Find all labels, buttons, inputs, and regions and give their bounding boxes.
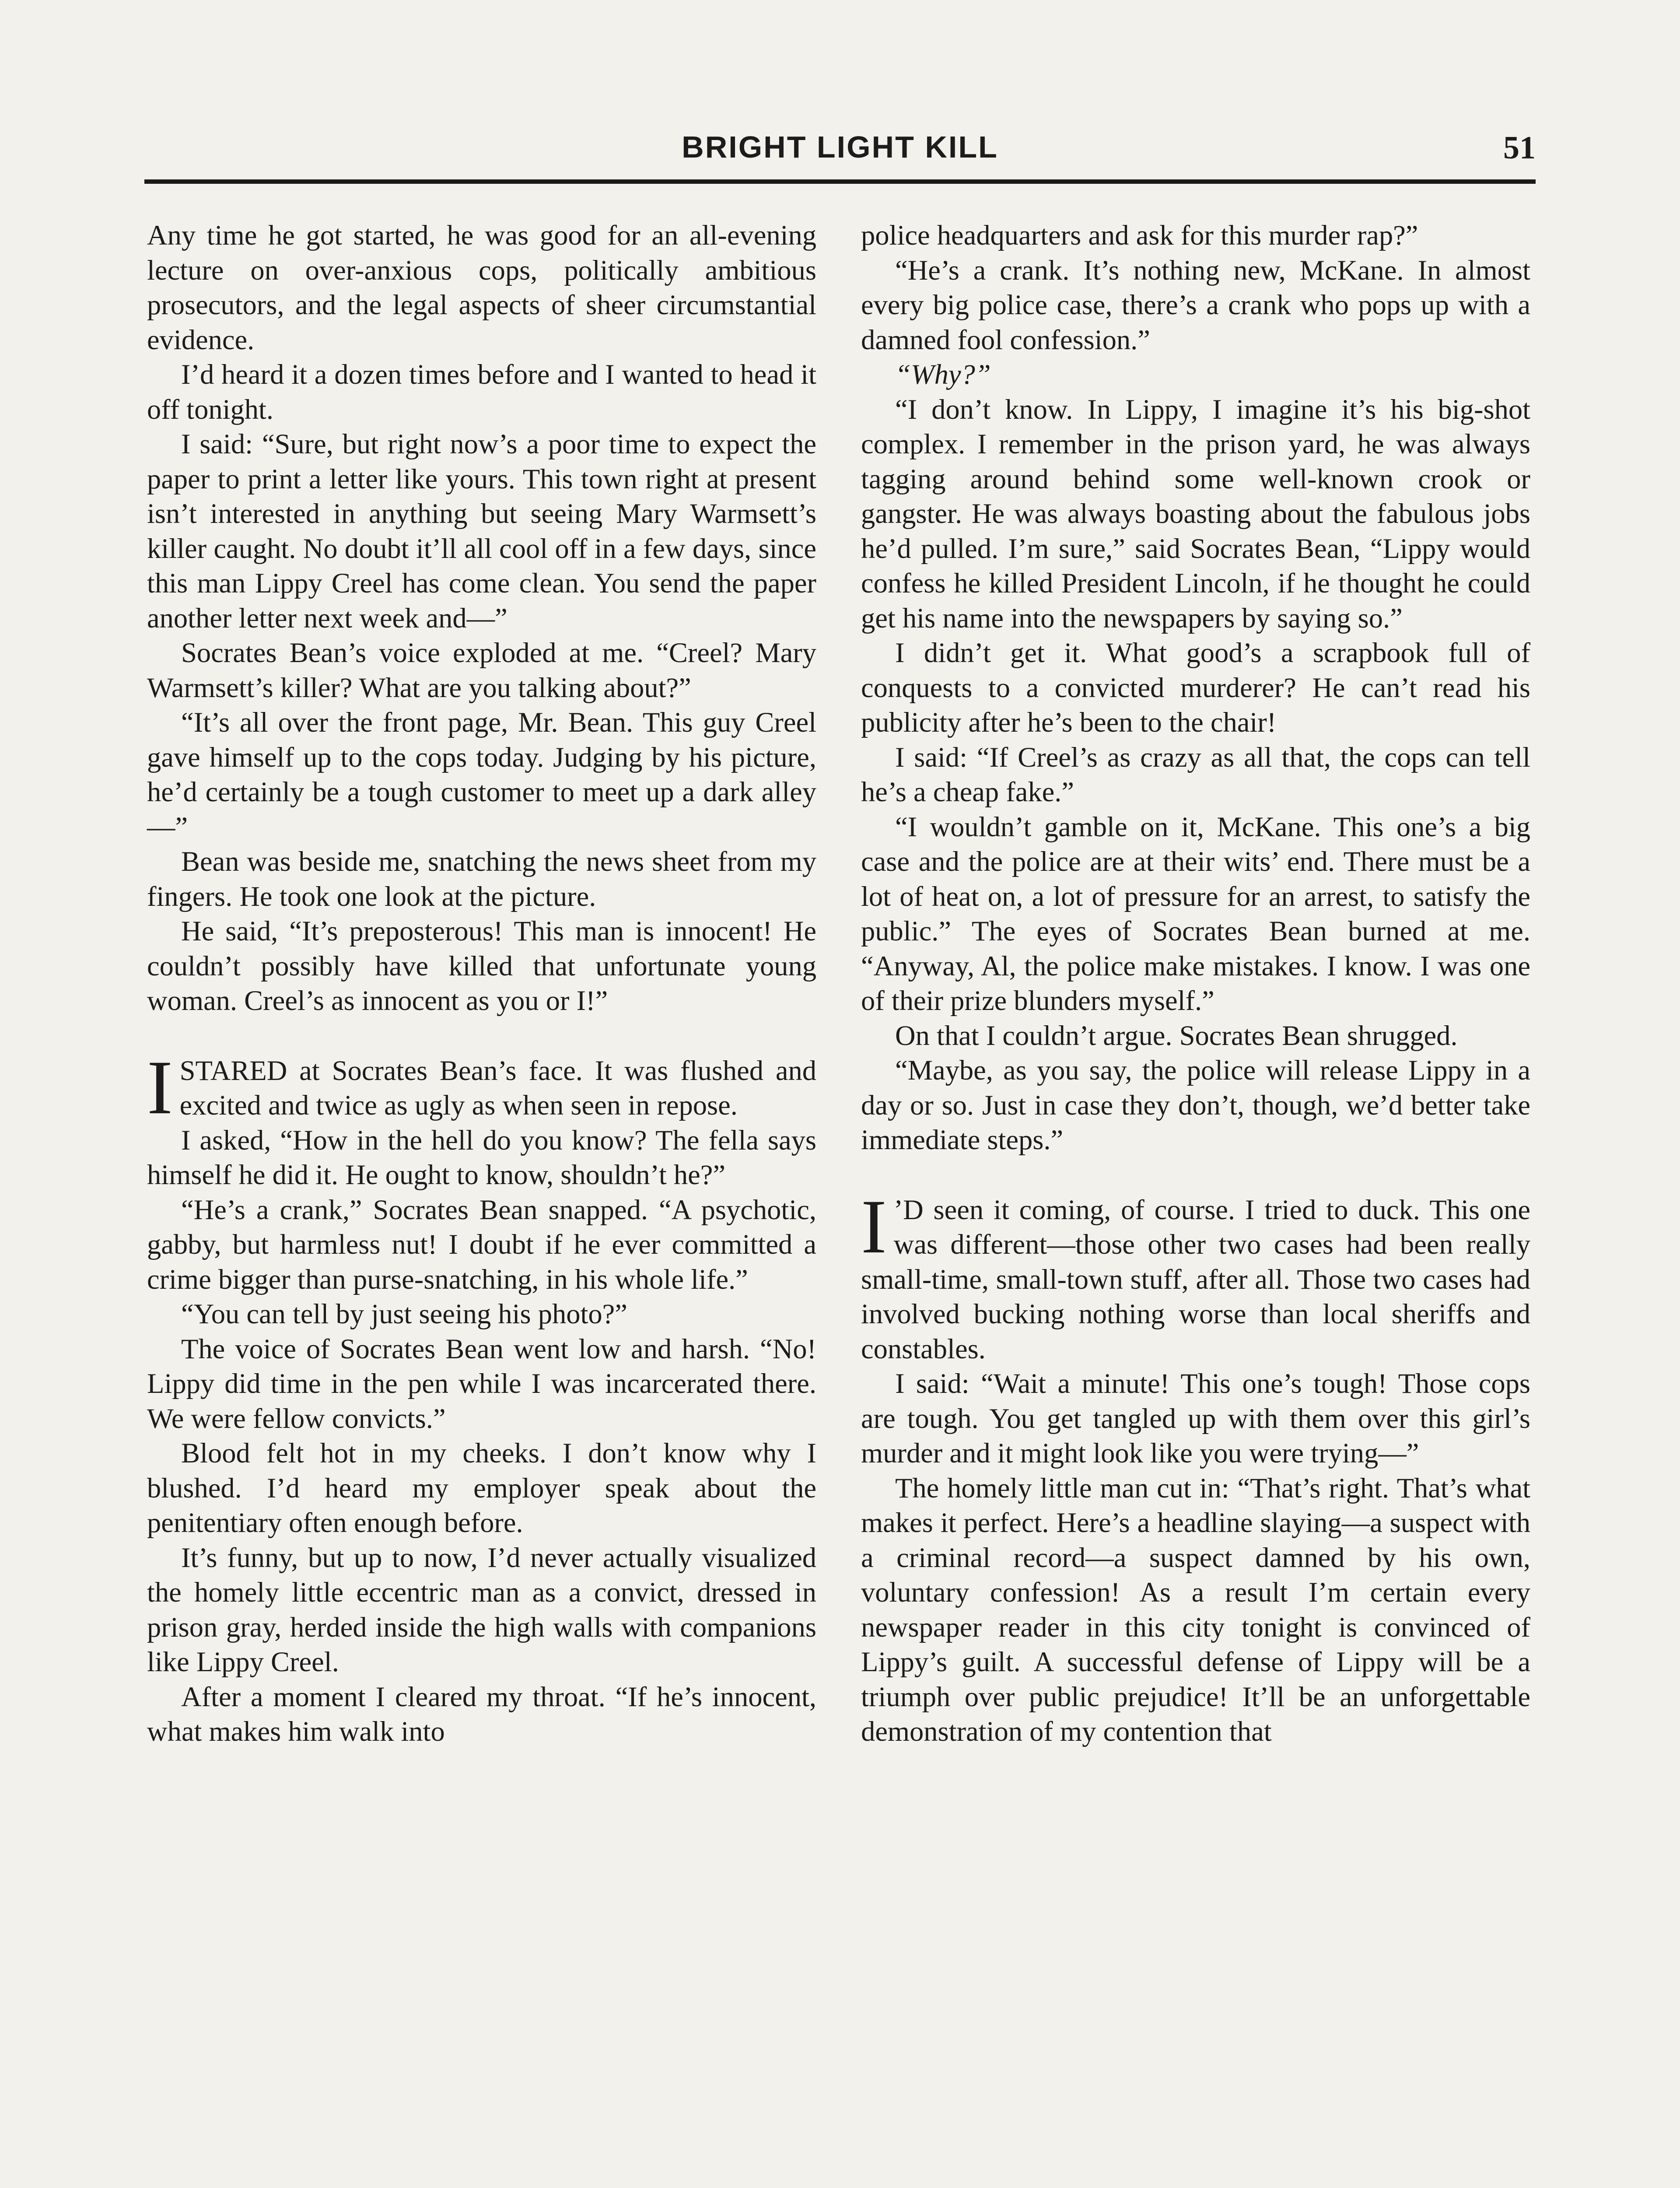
paragraph: It’s funny, but up to now, I’d never actually visualized the homely little eccentric man as a convict, dressed in prison gray, herded inside the high walls with companions like Lippy Creel. xyxy=(147,1542,816,1677)
paragraph: Any time he got started, he was good for an all-evening lecture on over-anxious cops, politically ambitious prosecutors, and the legal aspects of sheer circumstantial evidence. xyxy=(147,220,816,355)
paragraph: I’d heard it a dozen times before and I wanted to head it off tonight. xyxy=(147,359,816,425)
paragraph: police headquarters and ask for this murder rap?” xyxy=(861,220,1418,251)
running-header xyxy=(144,127,1536,179)
right-column xyxy=(861,218,1530,1749)
drop-cap: I xyxy=(147,1045,173,1130)
paragraph: The voice of Socrates Bean went low and harsh. “No! Lippy did time in the pen while I was incarcerated there. We were fellow convicts.” xyxy=(147,1333,816,1434)
left-column xyxy=(147,218,816,1749)
paragraph: “Why?” xyxy=(895,359,991,390)
paragraph: “I don’t know. In Lippy, I imagine it’s his big-shot complex. I remember in the prison yard, he was always tagging around behind some well-known crook or gangster. He was always boasting about the fabulous jobs he’d pulled. I’m sure,” said Socrates Bean, “Lippy would confess he killed President Lincoln, if he thought he could get his name into the newspapers by saying so.” xyxy=(861,393,1530,634)
paragraph: I asked, “How in the hell do you know? The fella says himself he did it. He ought to know, shouldn’t he?” xyxy=(147,1124,816,1190)
paragraph: “I wouldn’t gamble on it, McKane. This one’s a big case and the police are at their wits’ end. There must be a lot of heat on, a lot of pressure for an arrest, to satisfy the public.” The eyes of Socrates Bean burned at me. “Anyway, Al, the police make mistakes. I know. I was one of their prize blunders myself.” xyxy=(861,811,1530,1016)
header-rule xyxy=(144,179,1536,184)
section-text: at Socrates Bean’s face. It was flushed and excited and twice as ugly as when seen in repose. xyxy=(179,1055,816,1121)
drop-cap: I xyxy=(861,1184,887,1269)
page-number: 51 xyxy=(1503,130,1536,166)
paragraph: “He’s a crank,” Socrates Bean snapped. “A psychotic, gabby, but harmless nut! I doubt if he ever committed a crime bigger than purse-snatching, in his whole life.” xyxy=(147,1194,816,1295)
paragraph: Socrates Bean’s voice exploded at me. “Creel? Mary Warmsett’s killer? What are you talking about?” xyxy=(147,637,816,703)
paragraph: “You can tell by just seeing his photo?” xyxy=(181,1298,627,1329)
paragraph: I said: “If Creel’s as crazy as all that, the cops can tell he’s a cheap fake.” xyxy=(861,741,1530,807)
paragraph: I said: “Wait a minute! This one’s tough! Those cops are tough. You get tangled up with them over this girl’s murder and it might look like you were trying—” xyxy=(861,1368,1530,1469)
paragraph: After a moment I cleared my throat. “If he’s innocent, what makes him walk into xyxy=(147,1681,816,1747)
section-opening-paragraph xyxy=(147,1045,816,1130)
section-opening-paragraph xyxy=(861,1184,1530,1367)
section-text: ’D seen it coming, of course. I tried to duck. This one was different—those other two cases had been really small-time, small-town stuff, after all. Those two cases had involved bucking nothing worse than local sheriffs and constables. xyxy=(861,1194,1530,1364)
paragraph: Blood felt hot in my cheeks. I don’t know why I blushed. I’d heard my employer speak about the penitentiary often enough before. xyxy=(147,1438,816,1538)
paragraph: “It’s all over the front page, Mr. Bean. This guy Creel gave himself up to the cops today. Judging by his picture, he’d certainly be a tough customer to meet up a dark alley—” xyxy=(147,707,816,842)
paragraph: On that I couldn’t argue. Socrates Bean shrugged. xyxy=(895,1020,1458,1051)
paragraph: I said: “Sure, but right now’s a poor time to expect the paper to print a letter like yours. This town right at present isn’t interested in anything but seeing Mary Warmsett’s killer caught. No doubt it’ll all cool off in a few days, since this man Lippy Creel has come clean. You send the paper another letter next week and—” xyxy=(147,428,816,634)
paragraph: The homely little man cut in: “That’s right. That’s what makes it perfect. Here’s a headline slaying—a suspect with a criminal record—a suspect damned by his own, voluntary confession! As a result I’m certain every newspaper reader in this city tonight is convinced of Lippy’s guilt. A successful defense of Lippy will be a triumph over public prejudice! It’ll be an unforgettable demonstration of my contention that xyxy=(861,1472,1530,1747)
paragraph: I didn’t get it. What good’s a scrapbook full of conquests to a convicted murderer? He can’t read his publicity after he’s been to the chair! xyxy=(861,637,1530,738)
story-title: BRIGHT LIGHT KILL xyxy=(682,130,998,164)
paragraph: “He’s a crank. It’s nothing new, McKane. In almost every big police case, there’s a crank who pops up with a damned fool confession.” xyxy=(861,254,1530,355)
paragraph: He said, “It’s preposterous! This man is innocent! He couldn’t possibly have killed that unfortunate young woman. Creel’s as innocent as you or I!” xyxy=(147,915,816,1016)
paragraph: “Maybe, as you say, the police will release Lippy in a day or so. Just in case they don’t, though, we’d better take immediate steps.” xyxy=(861,1055,1530,1155)
paragraph: Bean was beside me, snatching the news sheet from my fingers. He took one look at the picture. xyxy=(147,846,816,912)
section-lead: STARED xyxy=(179,1055,287,1086)
